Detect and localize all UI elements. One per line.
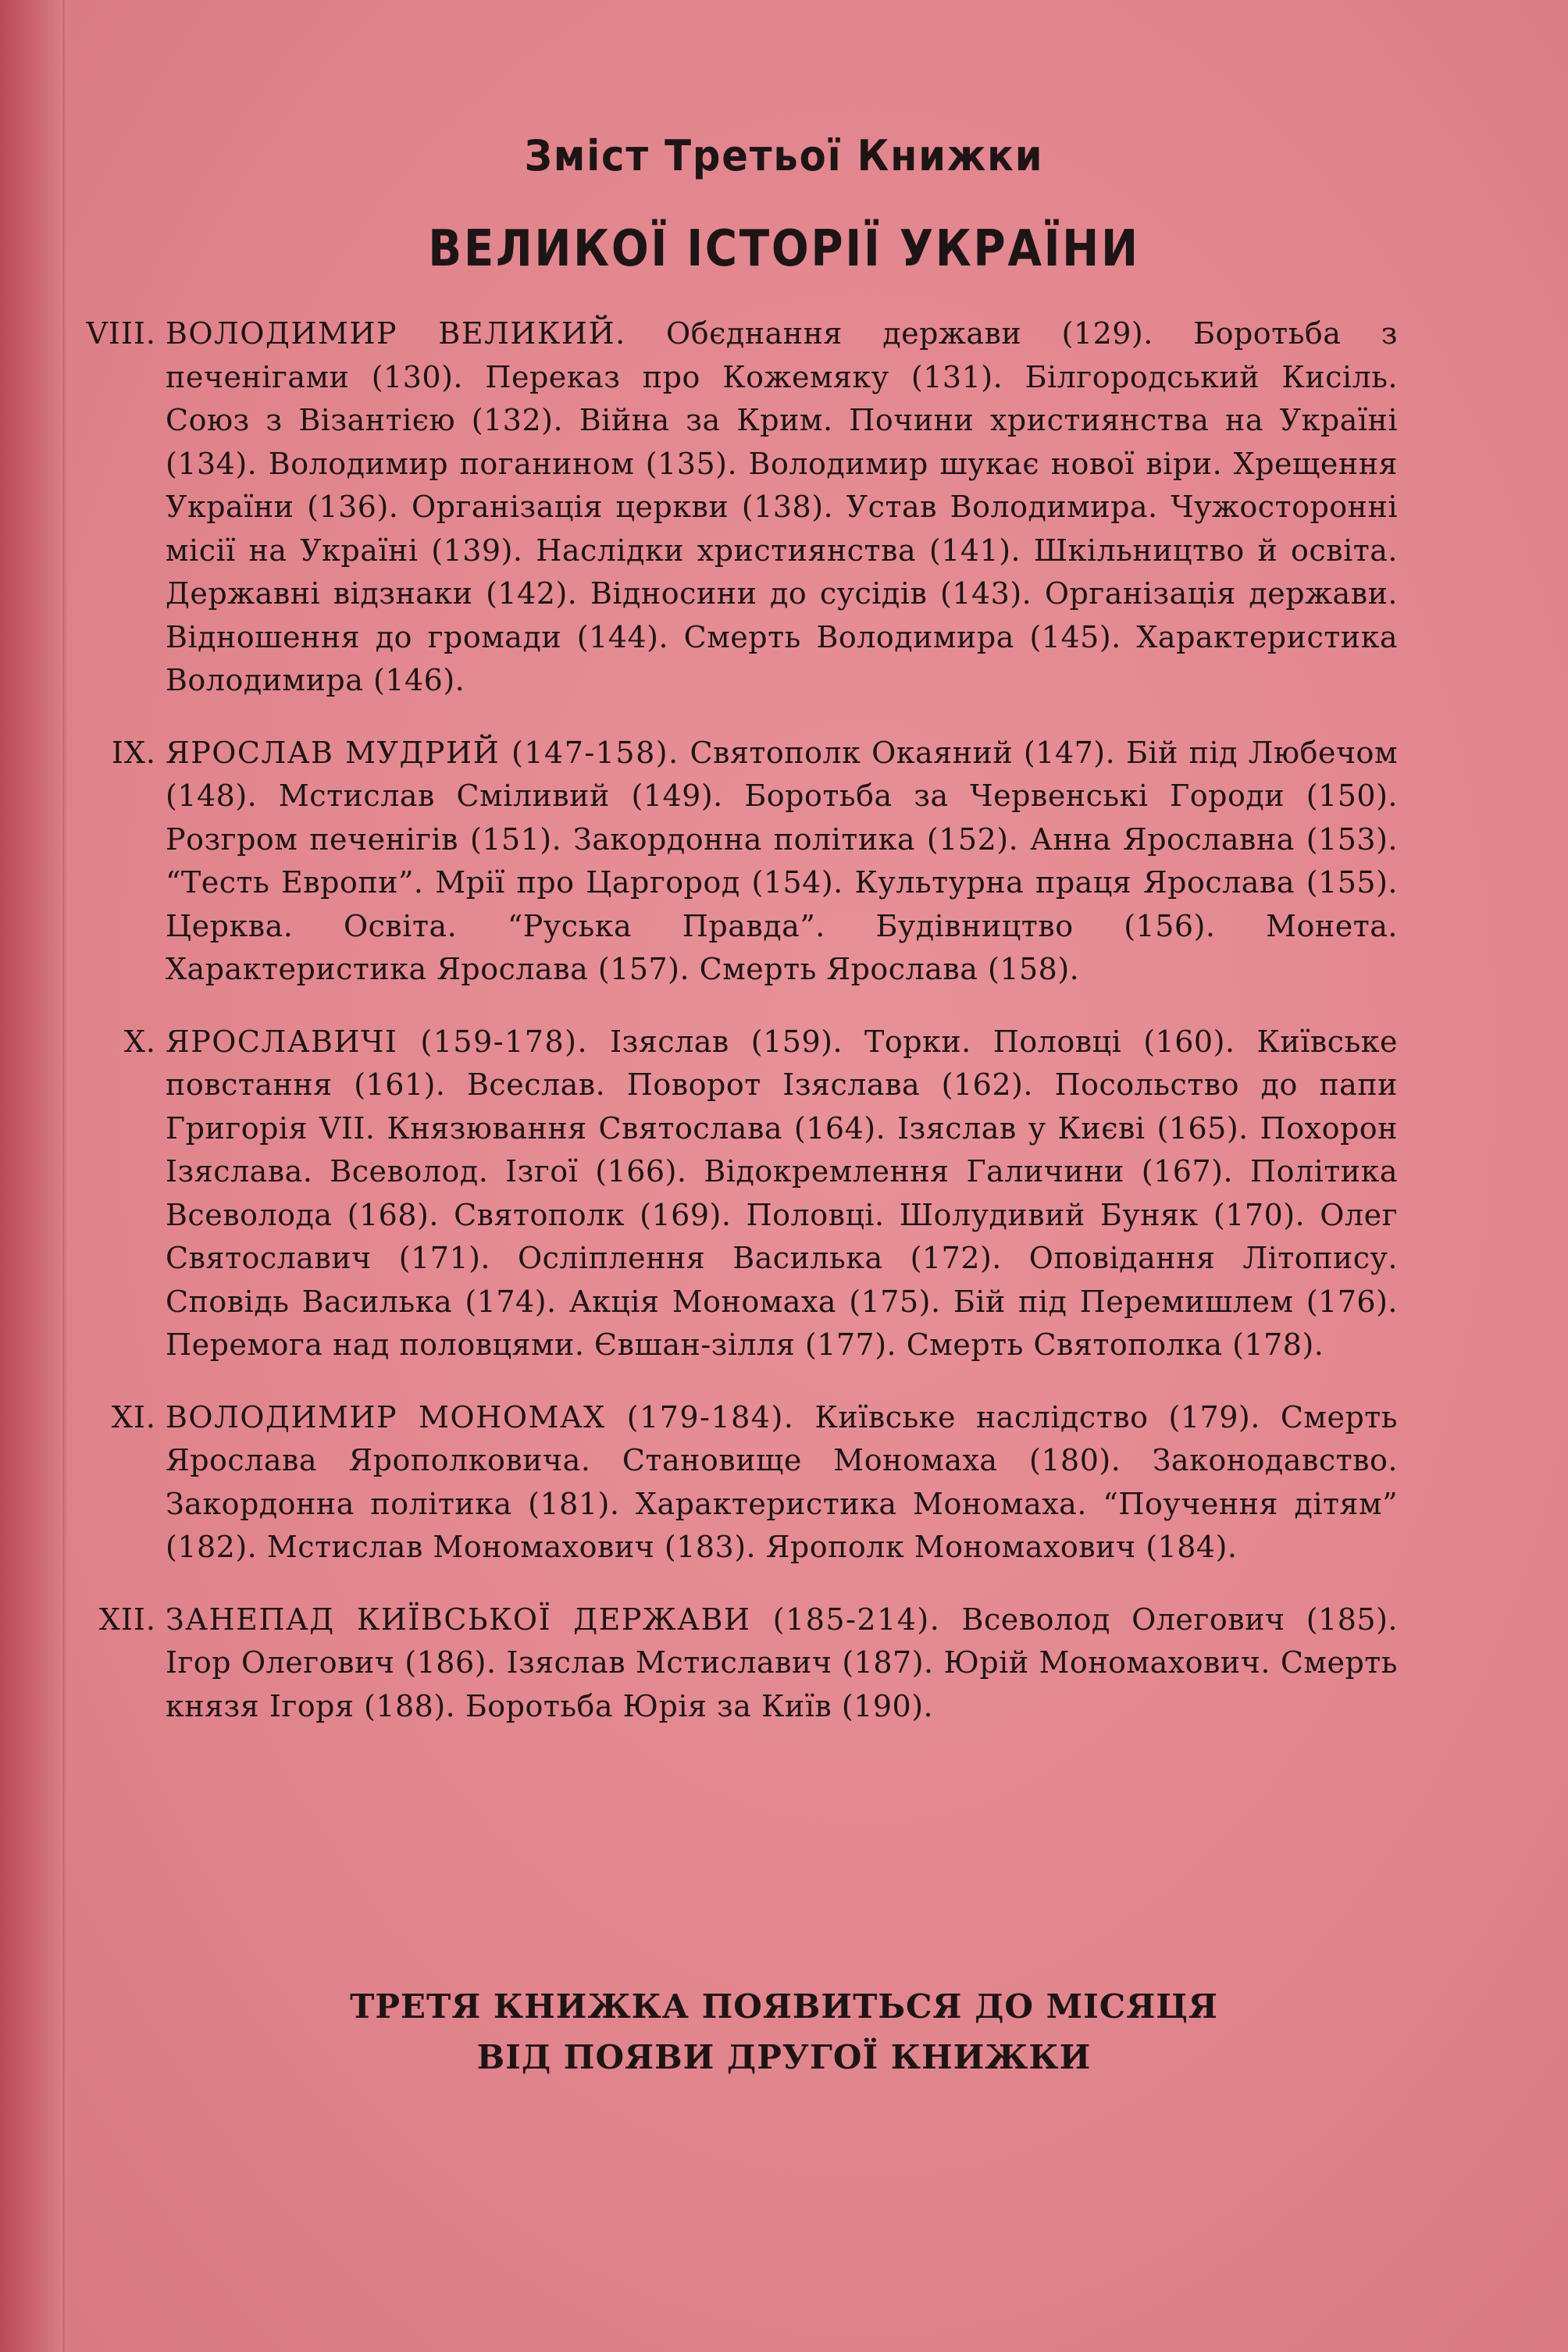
chapter-text <box>166 312 1398 703</box>
chapter-title: ВОЛОДИМИР МОНОМАХ (179-184). <box>166 1399 795 1434</box>
chapter-entry <box>98 1598 1398 1729</box>
chapter-text <box>166 1598 1398 1729</box>
chapter-text <box>166 1396 1398 1570</box>
table-of-contents <box>86 312 1398 1757</box>
chapter-title: ЯРОСЛАВ МУДРИЙ (147-158). <box>166 735 679 770</box>
chapter-entry <box>111 1396 1398 1570</box>
chapter-text <box>166 732 1398 992</box>
chapter-entry <box>111 732 1398 992</box>
publication-notice-line2: ВІД ПОЯВИ ДРУГОЇ КНИЖКИ <box>476 2038 1092 2076</box>
chapter-summary: Святополк Окаяний (147). Бій під Любечом (148). Мстислав Сміливий (149). Боротьба за Червенські Городи (150). Розгром печенігів (151). Закордонна політика (152). Анна Ярославна (153). “Тесть Европи”. Мрії про Царгород (154). Культурна праця Ярослава (155). Церква. Освіта. “Руська Правда”. Будівництво (156). Монета. Характеристика Ярослава (157). Смерть Ярослава (158). <box>166 735 1398 986</box>
page-title: Зміст Третьої Книжки <box>524 131 1044 180</box>
chapter-entry <box>123 1021 1398 1367</box>
chapter-numeral: X. <box>123 1024 156 1059</box>
chapter-title: ЗАНЕПАД КИЇВСЬКОЇ ДЕРЖАВИ (185-214). <box>166 1602 941 1637</box>
chapter-summary: Обєднання держави (129). Боротьба з печенігами (130). Переказ про Кожемяку (131). Білгородський Кисіль. Союз з Візантією (132). Війна за Крим. Почини християнства на Україні (134). Володимир поганином (135). Володимир шукає нової віри. Хрещення України (136). Організація церкви (138). Устав Володимира. Чужосторонні місії на Україні (139). Наслідки християнства (141). Шкільництво й освіта. Державні відзнаки (142). Відносини до сусідів (143). Організація держави. Відношення до громади (144). Смерть Володимира (145). Характеристика Володимира (146). <box>166 316 1398 697</box>
chapter-entry <box>86 312 1398 703</box>
chapter-summary: Ізяслав (159). Торки. Половці (160). Київське повстання (161). Всеслав. Поворот Ізяслава (162). Посольство до папи Григорія VII. Князювання Святослава (164). Ізяслав у Києві (165). Похорон Ізяслава. Всеволод. Ізгої (166). Відокремлення Галичини (167). Політика Всеволода (168). Святополк (169). Половці. Шолудивий Буняк (170). Олег Святославич (171). Осліплення Василька (172). Оповідання Літопису. Сповідь Василька (174). Акція Мономаха (175). Бій під Перемишлем (176). Перемога над половцями. Євшан-зілля (177). Смерть Святополка (178). <box>166 1024 1398 1362</box>
publication-notice-line1: ТРЕТЯ КНИЖКА ПОЯВИТЬСЯ ДО МІСЯЦЯ <box>350 1987 1218 2026</box>
chapter-title: ВОЛОДИМИР ВЕЛИКИЙ. <box>166 316 626 351</box>
chapter-numeral: XII. <box>98 1602 156 1637</box>
chapter-title: ЯРОСЛАВИЧІ (159-178). <box>166 1024 589 1059</box>
chapter-numeral: XI. <box>111 1399 156 1434</box>
chapter-numeral: VIII. <box>86 316 156 351</box>
chapter-summary: Всеволод Олегович (185). Ігор Олегович (186). Ізяслав Мстиславич (187). Юрій Мономахович. Смерть князя Ігоря (188). Боротьба Юрія за Київ (190). <box>166 1602 1398 1723</box>
page-subtitle: ВЕЛИКОЇ ІСТОРІЇ УКРАЇНИ <box>428 220 1140 278</box>
chapter-summary: Київське наслідство (179). Смерть Ярослава Ярополковича. Становище Мономаха (180). Законодавство. Закордонна політика (181). Характеристика Мономаха. “Поучення дітям” (182). Мстислав Мономахович (183). Ярополк Мономахович (184). <box>166 1399 1398 1564</box>
chapter-text <box>166 1021 1398 1367</box>
chapter-numeral: IX. <box>111 735 156 770</box>
